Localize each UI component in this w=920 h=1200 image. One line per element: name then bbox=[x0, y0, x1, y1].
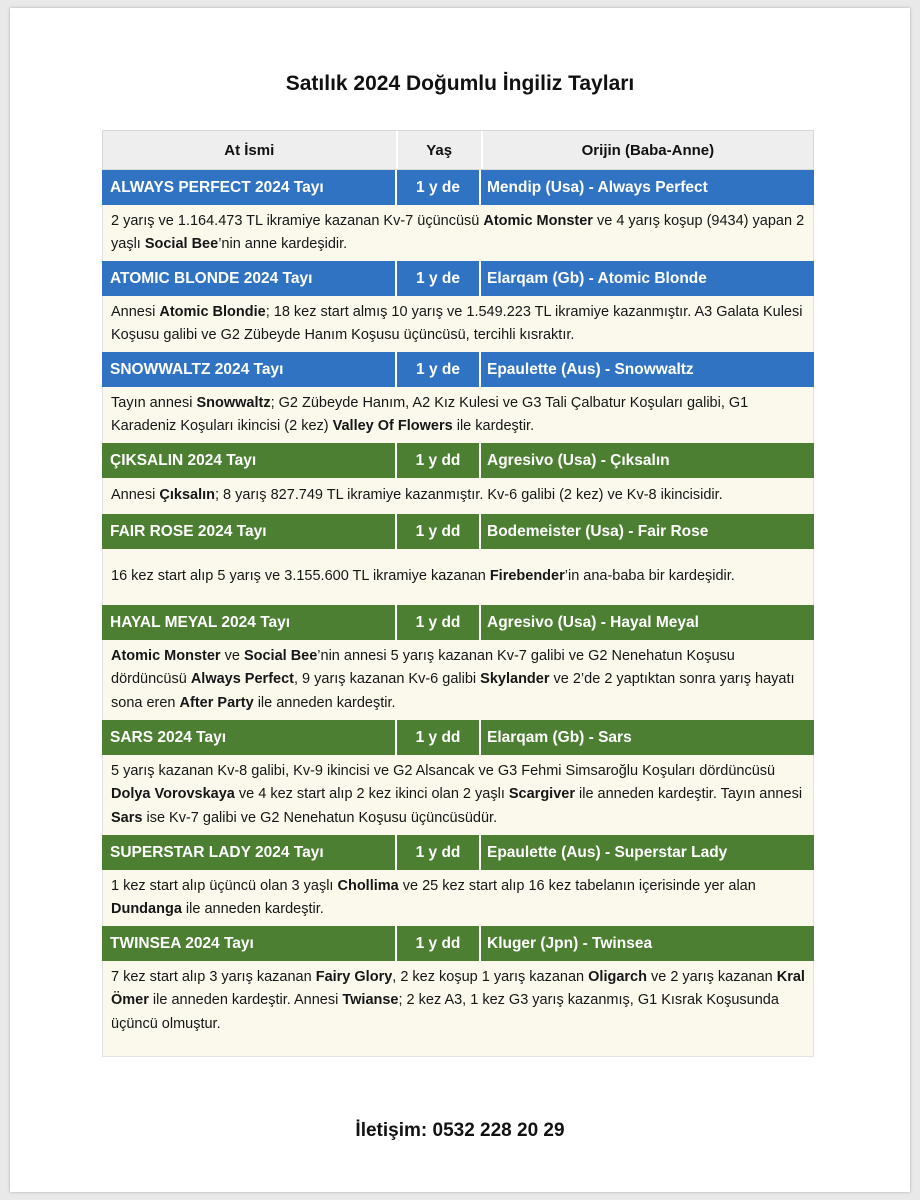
related-horse-name: Çıksalın bbox=[159, 487, 215, 504]
description-text: ve 4 yarış koşup (9434) yapan 2 yaşlı bbox=[111, 212, 805, 252]
horse-description bbox=[102, 205, 814, 261]
horse-description bbox=[102, 961, 814, 1041]
horse-origin: Mendip (Usa) - Always Perfect bbox=[487, 178, 708, 196]
horses-table bbox=[102, 130, 814, 1057]
horse-origin: Epaulette (Aus) - Superstar Lady bbox=[487, 843, 728, 861]
horse-description bbox=[102, 549, 814, 605]
horse-name: FAIR ROSE 2024 Tayı bbox=[102, 514, 397, 549]
contact-info: İletişim: 0532 228 20 29 bbox=[355, 1120, 565, 1141]
header-origin: Orijin (Baba-Anne) bbox=[581, 141, 715, 159]
related-horse-name: Dundanga bbox=[111, 901, 182, 917]
header-name: At İsmi bbox=[103, 131, 398, 169]
horse-age: 1 y dd bbox=[397, 720, 481, 755]
related-horse-name: Snowwaltz bbox=[196, 394, 271, 411]
related-horse-name: Atomic Blondie bbox=[159, 303, 266, 320]
description-text: ile anneden kardeştir. Tayın annesi bbox=[574, 786, 803, 803]
horse-origin: Agresivo (Usa) - Çıksalın bbox=[487, 451, 670, 469]
horse-origin: Epaulette (Aus) - Snowwaltz bbox=[487, 360, 694, 378]
related-horse-name: Atomic Monster bbox=[483, 212, 593, 229]
description-text: Tayın annesi bbox=[111, 394, 197, 411]
horse-age: 1 y dd bbox=[397, 926, 481, 961]
description-text: , 9 yarış kazanan Kv-6 galibi bbox=[293, 671, 481, 688]
horse-description bbox=[102, 387, 814, 443]
description-text: ve 2 yarış kazanan bbox=[646, 968, 777, 985]
related-horse-name: Chollima bbox=[337, 877, 399, 894]
horse-name: ALWAYS PERFECT 2024 Tayı bbox=[102, 170, 397, 205]
horse-row bbox=[102, 720, 814, 755]
horse-name: TWINSEA 2024 Tayı bbox=[102, 926, 397, 961]
horse-name: SUPERSTAR LADY 2024 Tayı bbox=[102, 835, 397, 870]
horse-description-text bbox=[111, 210, 805, 257]
description-text: ’nin anne kardeşidir. bbox=[218, 236, 348, 252]
related-horse-name: Valley Of Flowers bbox=[332, 418, 453, 434]
horse-origin: Elarqam (Gb) - Sars bbox=[487, 728, 632, 746]
description-text: ve 4 kez start alıp 2 kez ikinci olan 2 yaşlı bbox=[234, 786, 509, 803]
related-horse-name: Twianse bbox=[342, 992, 399, 1009]
horse-age: 1 y de bbox=[397, 170, 481, 205]
horse-row bbox=[102, 443, 814, 478]
horse-name: SNOWWALTZ 2024 Tayı bbox=[102, 352, 397, 387]
related-horse-name: Scargiver bbox=[508, 786, 575, 803]
horse-age: 1 y de bbox=[397, 352, 481, 387]
horse-description-text bbox=[111, 875, 805, 922]
horse-name: SARS 2024 Tayı bbox=[102, 720, 397, 755]
description-text: Annesi bbox=[111, 487, 160, 504]
description-text: ile kardeştir. bbox=[452, 418, 535, 434]
description-text: ile anneden kardeştir. Annesi bbox=[148, 992, 343, 1009]
related-horse-name: Social Bee bbox=[144, 236, 219, 252]
description-text: 1 kez start alıp üçüncü olan 3 yaşlı bbox=[111, 877, 338, 894]
horse-row bbox=[102, 261, 814, 296]
related-horse-name: Oligarch bbox=[588, 968, 647, 985]
related-horse-name: Social Bee bbox=[243, 647, 318, 664]
related-horse-name: Skylander bbox=[480, 671, 550, 688]
description-text: ; G2 Zübeyde Hanım, A2 Kız Kulesi ve G3 Tali Çalbatur Koşuları galibi, G1 Karadeniz Koşuları ikincisi (2 kez) bbox=[111, 394, 749, 434]
related-horse-name: Atomic Monster bbox=[111, 647, 221, 664]
horse-description bbox=[102, 296, 814, 352]
related-horse-name: After Party bbox=[179, 694, 254, 711]
description-text: 5 yarış kazanan Kv-8 galibi, Kv-9 ikincisi ve G2 Alsancak ve G3 Fehmi Simsaroğlu Koşuları dördüncüsü bbox=[111, 762, 776, 779]
horse-origin: Bodemeister (Usa) - Fair Rose bbox=[487, 522, 709, 540]
horse-description-text bbox=[111, 645, 805, 716]
description-text: ile anneden kardeştir. bbox=[253, 694, 396, 711]
description-text: 7 kez start alıp 3 yarış kazanan bbox=[111, 968, 316, 985]
description-text: ’in ana-baba bir kardeşidir. bbox=[564, 568, 735, 585]
horse-age: 1 y dd bbox=[397, 605, 481, 640]
description-text: 2 yarış ve 1.164.473 TL ikramiye kazanan Kv-7 üçüncüsü bbox=[111, 212, 484, 229]
description-text: ; 18 kez start almış 10 yarış ve 1.549.223 TL ikramiye kazanmıştır. A3 Galata Kulesi Koşusu galibi ve G2 Zübeyde Hanım Koşusu üçüncüsü, tercihli kısraktır. bbox=[111, 303, 803, 343]
table-header bbox=[102, 130, 814, 170]
horse-row bbox=[102, 170, 814, 205]
horse-description-text bbox=[111, 760, 805, 831]
horse-name: ATOMIC BLONDE 2024 Tayı bbox=[102, 261, 397, 296]
horse-row bbox=[102, 352, 814, 387]
horse-row bbox=[102, 835, 814, 870]
horse-name: HAYAL MEYAL 2024 Tayı bbox=[102, 605, 397, 640]
horse-age: 1 y de bbox=[397, 261, 481, 296]
related-horse-name: Firebender bbox=[489, 568, 565, 585]
horse-row bbox=[102, 514, 814, 549]
horse-name: ÇIKSALIN 2024 Tayı bbox=[102, 443, 397, 478]
horse-row bbox=[102, 605, 814, 640]
horse-row bbox=[102, 926, 814, 961]
description-text: 16 kez start alıp 5 yarış ve 3.155.600 TL ikramiye kazanan bbox=[111, 568, 490, 585]
table-body bbox=[102, 170, 814, 1041]
related-horse-name: Sars bbox=[111, 809, 143, 826]
description-text: ve bbox=[220, 647, 244, 664]
horse-description-text bbox=[111, 301, 805, 348]
horse-description bbox=[102, 478, 814, 514]
description-text: ; 2 kez A3, 1 kez G3 yarış kazanmış, G1 Kısrak Koşusunda üçüncü olmuştur. bbox=[111, 992, 779, 1032]
horse-origin: Kluger (Jpn) - Twinsea bbox=[487, 934, 653, 952]
related-horse-name: Kral Ömer bbox=[111, 968, 805, 1009]
horse-age: 1 y dd bbox=[397, 514, 481, 549]
horse-description bbox=[102, 640, 814, 720]
horse-origin: Elarqam (Gb) - Atomic Blonde bbox=[487, 269, 707, 287]
description-text: ve 25 kez start alıp 16 kez tabelanın içerisinde yer alan bbox=[398, 877, 756, 894]
description-text: , 2 kez koşup 1 yarış kazanan bbox=[392, 968, 589, 985]
horse-age: 1 y dd bbox=[397, 835, 481, 870]
description-text: Annesi bbox=[111, 303, 160, 320]
page-title: Satılık 2024 Doğumlu İngiliz Tayları bbox=[285, 72, 635, 95]
description-text: ; 8 yarış 827.749 TL ikramiye kazanmıştır. Kv-6 galibi (2 kez) ve Kv-8 ikincisidir. bbox=[214, 487, 723, 504]
horse-age: 1 y dd bbox=[397, 443, 481, 478]
horse-description-text bbox=[111, 484, 723, 508]
description-text: ve 2’de 2 yaptıktan sonra yarış hayatı sona eren bbox=[111, 671, 795, 711]
horse-description-text bbox=[111, 392, 805, 439]
horse-description-text bbox=[111, 565, 735, 589]
related-horse-name: Fairy Glory bbox=[315, 968, 393, 985]
related-horse-name: Always Perfect bbox=[190, 671, 294, 688]
table-footer bbox=[102, 1041, 814, 1057]
description-text: ’nin annesi 5 yarış kazanan Kv-7 galibi ve G2 Nenehatun Koşusu dördüncüsü bbox=[111, 647, 735, 688]
horse-description bbox=[102, 870, 814, 926]
horse-description bbox=[102, 755, 814, 835]
horse-origin: Agresivo (Usa) - Hayal Meyal bbox=[487, 613, 699, 631]
header-age: Yaş bbox=[398, 131, 483, 169]
horse-description-text bbox=[111, 966, 805, 1037]
related-horse-name: Dolya Vorovskaya bbox=[111, 786, 235, 803]
description-text: ile anneden kardeştir. bbox=[181, 901, 324, 917]
description-text: ise Kv-7 galibi ve G2 Nenehatun Koşusu üçüncüsüdür. bbox=[142, 809, 498, 826]
